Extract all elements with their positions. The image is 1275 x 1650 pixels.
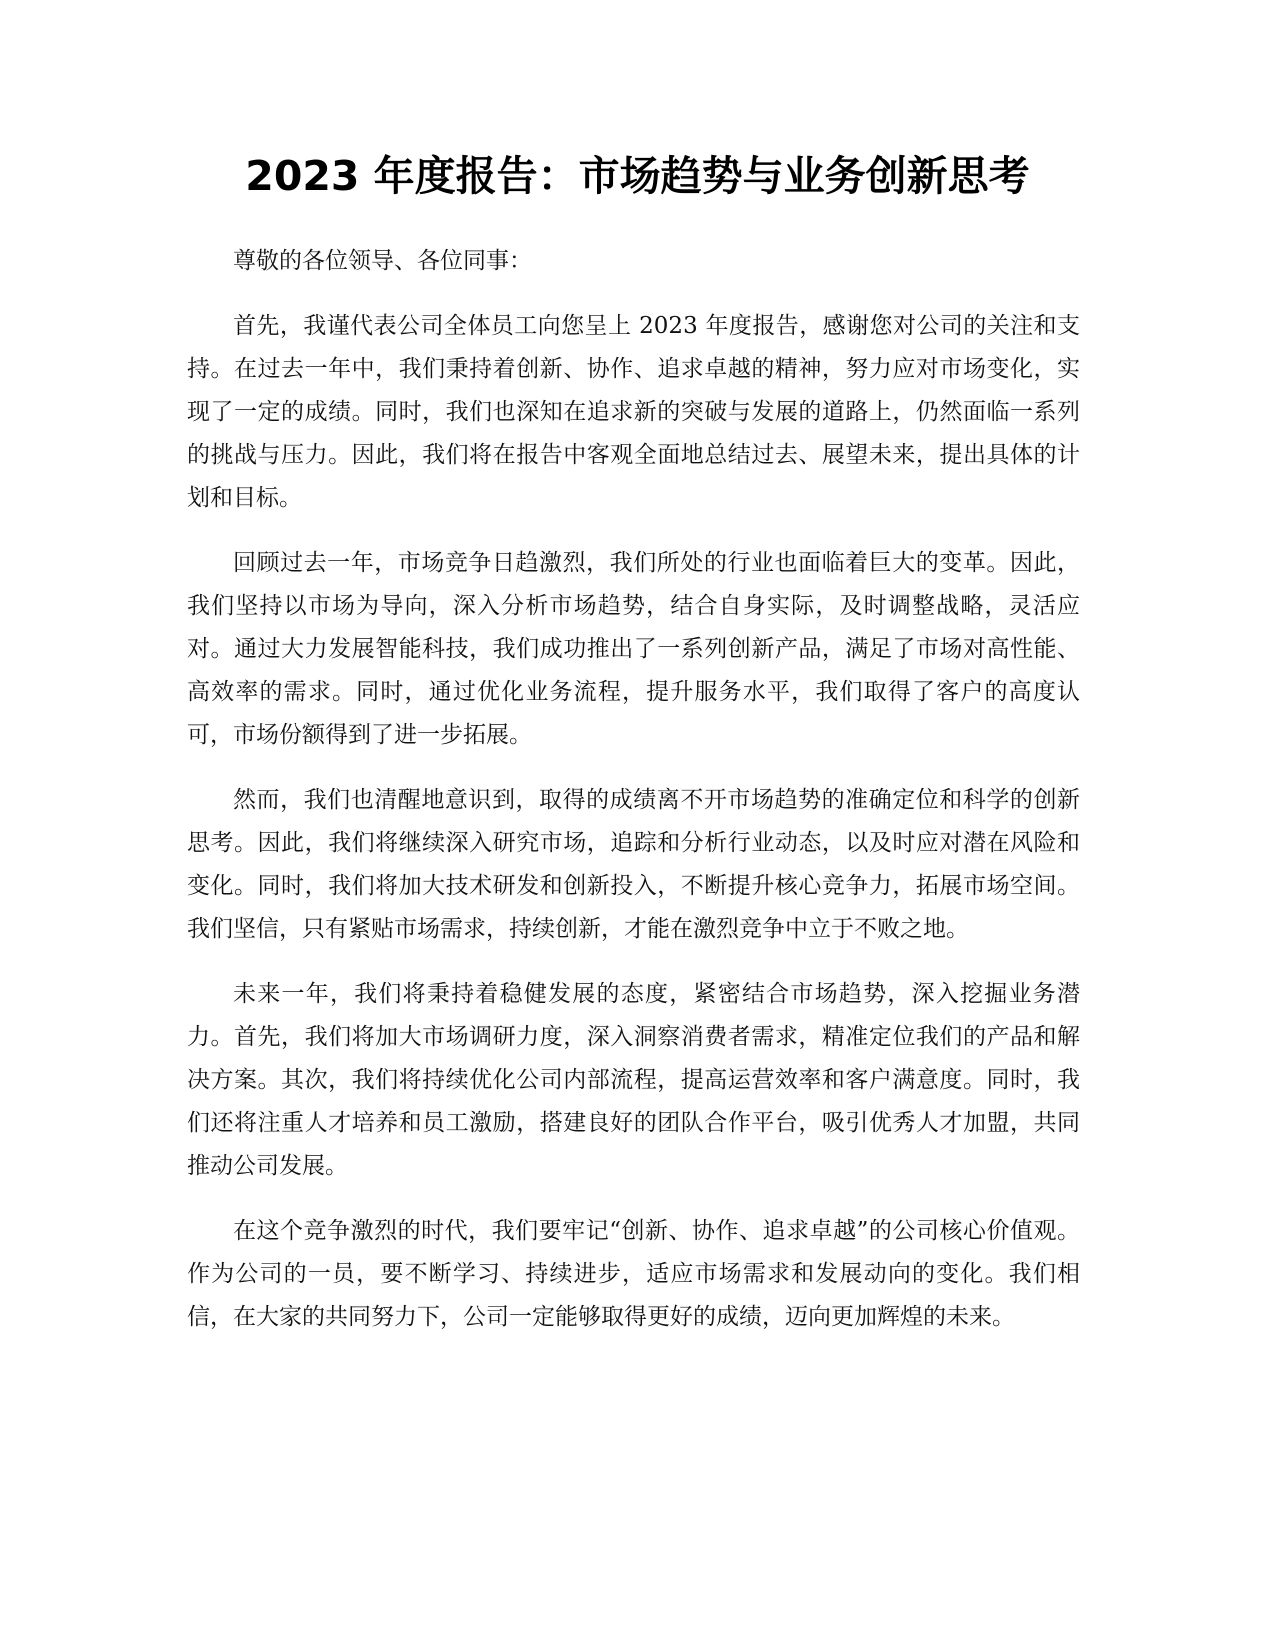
- paragraph-outlook: 未来一年，我们将秉持着稳健发展的态度，紧密结合市场趋势，深入挖掘业务潜力。首先，我们将加大市场调研力度，深入洞察消费者需求，精准定位我们的产品和解决方案。其次，我们将持续优化公司内部流程，提高运营效率和客户满意度。同时，我们还将注重人才培养和员工激励，搭建良好的团队合作平台，吸引优秀人才加盟，共同推动公司发展。: [187, 981, 1080, 1179]
- paragraph-closing: 在这个竞争激烈的时代，我们要牢记“创新、协作、追求卓越”的公司核心价值观。作为公司的一员，要不断学习、持续进步，适应市场需求和发展动向的变化。我们相信，在大家的共同努力下，公司一定能够取得更好的成绩，迈向更加辉煌的未来。: [187, 1218, 1080, 1330]
- paragraph-review: 回顾过去一年，市场竞争日趋激烈，我们所处的行业也面临着巨大的变革。因此，我们坚持以市场为导向，深入分析市场趋势，结合自身实际，及时调整战略，灵活应对。通过大力发展智能科技，我们成功推出了一系列创新产品，满足了市场对高性能、高效率的需求。同时，通过优化业务流程，提升服务水平，我们取得了客户的高度认可，市场份额得到了进一步拓展。: [187, 550, 1080, 748]
- paragraph-reflection: 然而，我们也清醒地意识到，取得的成绩离不开市场趋势的准确定位和科学的创新思考。因此，我们将继续深入研究市场，追踪和分析行业动态，以及时应对潜在风险和变化。同时，我们将加大技术研发和创新投入，不断提升核心竞争力，拓展市场空间。我们坚信，只有紧贴市场需求，持续创新，才能在激烈竞争中立于不败之地。: [187, 787, 1080, 942]
- document-body: [187, 240, 1080, 1361]
- document-title: 2023 年度报告：市场趋势与业务创新思考: [245, 152, 1030, 200]
- salutation: 尊敬的各位领导、各位同事：: [233, 248, 532, 274]
- paragraph-intro: 首先，我谨代表公司全体员工向您呈上 2023 年度报告，感谢您对公司的关注和支持。在过去一年中，我们秉持着创新、协作、追求卓越的精神，努力应对市场变化，实现了一定的成绩。同时，我们也深知在追求新的突破与发展的道路上，仍然面临一系列的挑战与压力。因此，我们将在报告中客观全面地总结过去、展望未来，提出具体的计划和目标。: [187, 313, 1080, 511]
